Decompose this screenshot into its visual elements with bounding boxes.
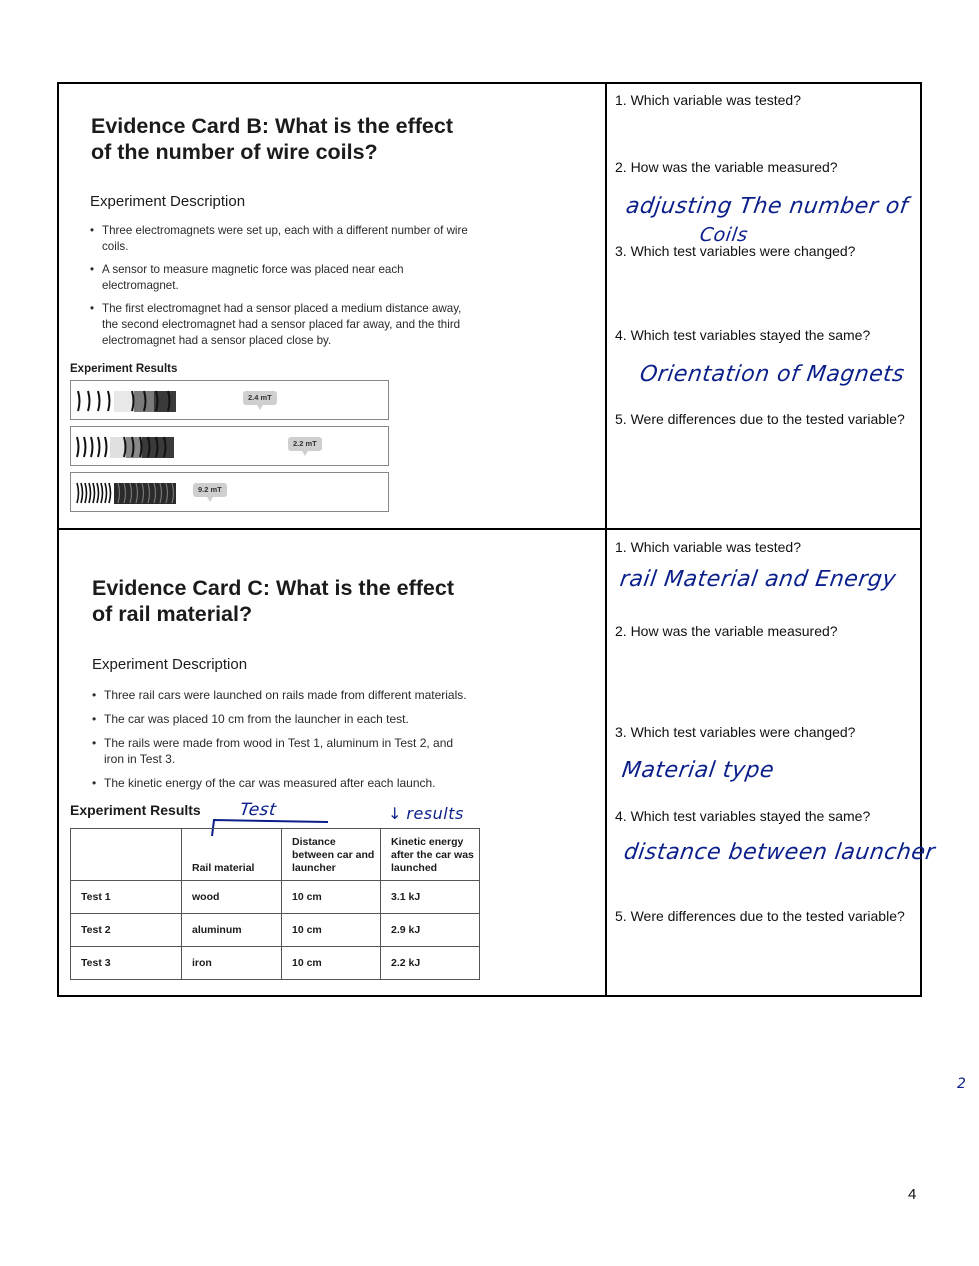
- card-b-bullet: • The first electromagnet had a sensor placed a medium distance away, the second electromagnet had a sensor placed far away, and the third electromagnet had a sensor placed close by.: [90, 301, 470, 349]
- handwritten-answer-c-same: distance between launcher: [622, 840, 937, 865]
- question-b-3: 3. Which test variables were changed?: [615, 243, 856, 259]
- card-b-bullets: [90, 223, 470, 349]
- question-c-4: 4. Which test variables stayed the same?: [615, 808, 871, 824]
- table-cell: 10 cm: [282, 914, 381, 947]
- card-b-results-title: Experiment Results: [70, 363, 178, 375]
- card-c-bullet: • The kinetic energy of the car was measured after each launch.: [92, 775, 492, 791]
- table-cell: Test 1: [71, 881, 182, 914]
- question-c-1: 1. Which variable was tested?: [615, 539, 801, 555]
- card-c-bullet: • The car was placed 10 cm from the launcher in each test.: [92, 711, 492, 727]
- down-arrow-icon: ↓: [388, 804, 402, 823]
- electromagnet-coil-icon: [74, 432, 184, 462]
- column-divider: [605, 82, 607, 997]
- row-divider: [57, 528, 922, 530]
- handwritten-answer-b-measured-2: Coils: [698, 224, 750, 246]
- table-header: Kinetic energy after the car was launched: [381, 829, 480, 881]
- results-table: [70, 828, 480, 980]
- electromagnet-coil-icon: [74, 478, 184, 508]
- table-header: Distance between car and launcher: [282, 829, 381, 881]
- table-cell: 10 cm: [282, 947, 381, 980]
- page-number: 4: [908, 1186, 917, 1203]
- reading-callout-1: 2.4 mT: [243, 391, 277, 405]
- handwritten-annotation-test: Test: [238, 800, 278, 820]
- table-row: [71, 914, 480, 947]
- card-c-title: [92, 575, 454, 627]
- question-b-1: 1. Which variable was tested?: [615, 92, 801, 108]
- table-cell: 10 cm: [282, 881, 381, 914]
- card-b-title-line1: Evidence Card B: What is the effect: [91, 114, 453, 138]
- margin-mark: 2: [957, 1076, 966, 1092]
- electromagnet-coil-icon: [74, 386, 184, 416]
- handwritten-answer-b-measured: adjusting The number of: [624, 194, 910, 219]
- table-cell: 3.1 kJ: [381, 881, 480, 914]
- table-cell: aluminum: [182, 914, 282, 947]
- card-c-title-line1: Evidence Card C: What is the effect: [92, 576, 454, 600]
- reading-callout-2: 2.2 mT: [288, 437, 322, 451]
- table-header-row: [71, 829, 480, 881]
- card-c-section-title: Experiment Description: [92, 656, 248, 673]
- result-strip-1: [70, 380, 389, 420]
- card-c-bullet: • Three rail cars were launched on rails made from different materials.: [92, 687, 492, 703]
- handwritten-annotation-results: results: [406, 804, 464, 823]
- table-row: [71, 881, 480, 914]
- table-header: [71, 829, 182, 881]
- question-c-5: 5. Were differences due to the tested variable?: [615, 908, 905, 924]
- table-cell: 2.9 kJ: [381, 914, 480, 947]
- card-c-title-line2: of rail material?: [92, 602, 253, 626]
- card-b-bullet: • A sensor to measure magnetic force was placed near each electromagnet.: [90, 262, 470, 294]
- card-b-section-title: Experiment Description: [90, 193, 246, 210]
- handwritten-annotation-results-group: [388, 804, 464, 824]
- table-row: [71, 947, 480, 980]
- question-b-4: 4. Which test variables stayed the same?: [615, 327, 871, 343]
- card-b-title-line2: of the number of wire coils?: [91, 140, 378, 164]
- question-b-5: 5. Were differences due to the tested variable?: [615, 411, 905, 427]
- handwritten-answer-c-tested: rail Material and Energy: [618, 567, 898, 592]
- handwritten-answer-b-same: Orientation of Magnets: [638, 362, 907, 387]
- reading-callout-3: 9.2 mT: [193, 483, 227, 497]
- question-c-2: 2. How was the variable measured?: [615, 623, 838, 639]
- table-cell: iron: [182, 947, 282, 980]
- question-b-2: 2. How was the variable measured?: [615, 159, 838, 175]
- table-header: Rail material: [182, 829, 282, 881]
- question-c-3: 3. Which test variables were changed?: [615, 724, 856, 740]
- result-strip-3: [70, 472, 389, 512]
- table-cell: Test 2: [71, 914, 182, 947]
- table-cell: Test 3: [71, 947, 182, 980]
- card-c-results-title: Experiment Results: [70, 802, 201, 818]
- table-cell: 2.2 kJ: [381, 947, 480, 980]
- handwritten-answer-c-changed: Material type: [620, 758, 776, 783]
- card-b-bullet: • Three electromagnets were set up, each with a different number of wire coils.: [90, 223, 470, 255]
- card-b-title: [91, 113, 453, 165]
- result-strip-2: [70, 426, 389, 466]
- card-c-bullet: • The rails were made from wood in Test 1, aluminum in Test 2, and iron in Test 3.: [92, 735, 474, 767]
- card-c-bullets: [92, 687, 492, 791]
- table-cell: wood: [182, 881, 282, 914]
